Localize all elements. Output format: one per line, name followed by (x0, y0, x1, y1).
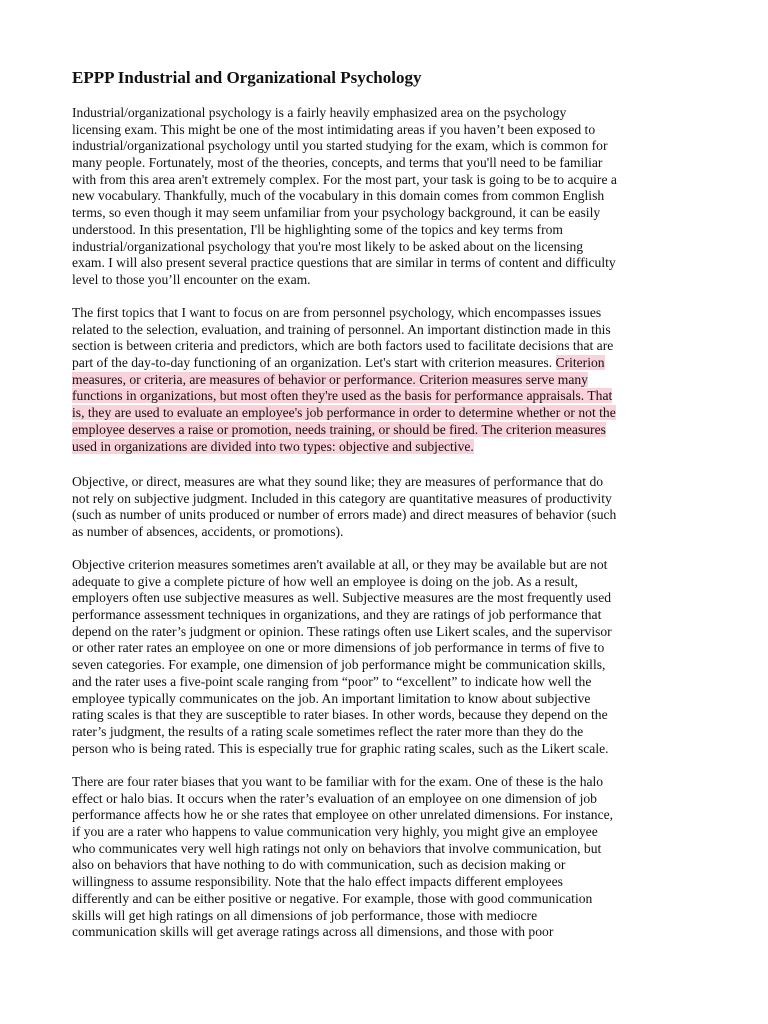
text-segment: (such as number of units produced or number of errors made) and direct measures of behavior (such (72, 507, 617, 523)
text-line (72, 807, 698, 824)
text-segment: or other rater rates an employee on one or more dimensions of job performance in terms of five to (72, 640, 605, 656)
text-line (72, 255, 698, 272)
text-segment: adequate to give a complete picture of how well an employee is doing on the job. As a result, (72, 573, 578, 589)
highlighted-text: Criterion (555, 355, 605, 371)
text-segment: with from this area aren't extremely complex. For the most part, your task is going to be to acquire a (72, 171, 617, 187)
text-segment: differently and can be either positive or negative. For example, those with good communication (72, 890, 593, 906)
text-segment: skills will get high ratings on all dimensions of job performance, those with mediocre (72, 907, 538, 923)
text-segment: Objective, or direct, measures are what they sound like; they are measures of performance that do (72, 474, 604, 489)
document-title: EPPP Industrial and Organizational Psychology (72, 68, 422, 87)
text-line (72, 372, 698, 389)
text-line (72, 188, 698, 205)
text-line (72, 239, 698, 256)
text-line (72, 574, 698, 591)
text-segment: exam. I will also present several practice questions that are similar in terms of content and difficulty (72, 255, 616, 271)
text-segment: level to those you’ll encounter on the exam. (72, 271, 311, 287)
text-segment: and the rater uses a five-point scale ranging from “poor” to “excellent” to indicate how well the (72, 673, 592, 689)
text-line (72, 388, 698, 405)
text-line (72, 355, 698, 372)
text-segment: new vocabulary. Thankfully, much of the vocabulary in this domain comes from common English (72, 188, 605, 204)
text-line (72, 272, 698, 289)
text-segment: person who is being rated. This is especially true for graphic rating scales, such as the Likert scale. (72, 740, 609, 756)
text-line (72, 908, 698, 925)
text-line (72, 138, 698, 155)
text-line (72, 791, 698, 808)
highlighted-text: measures, or criteria, are measures of behavior or performance. Criterion measures serve many (72, 371, 588, 387)
text-line (72, 891, 698, 908)
text-line (72, 322, 698, 339)
text-line (72, 557, 698, 574)
paragraph-intro (72, 105, 698, 289)
text-segment: who communicates very well high ratings not only on behaviors that involve communication, but (72, 840, 602, 856)
text-segment: related to the selection, evaluation, and training of personnel. An important distinction made in this (72, 321, 611, 337)
text-line (72, 524, 698, 541)
text-line (72, 122, 698, 139)
text-line (72, 657, 698, 674)
text-segment: willingness to assume responsibility. Note that the halo effect impacts different employees (72, 874, 563, 890)
text-segment: seven categories. For example, one dimension of job performance might be communication skills, (72, 657, 606, 673)
text-segment: not rely on subjective judgment. Included in this category are quantitative measures of productivity (72, 490, 612, 506)
text-segment: employee typically communicates on the job. An important limitation to know about subjective (72, 690, 591, 706)
paragraph-criterion-measures (72, 305, 698, 455)
text-line (72, 607, 698, 624)
text-line (72, 305, 698, 322)
text-line (72, 422, 698, 439)
text-line (72, 439, 698, 456)
text-line (72, 741, 698, 758)
text-line (72, 774, 698, 791)
text-line (72, 724, 698, 741)
text-line (72, 222, 698, 239)
text-segment: performance assessment techniques in organizations, and they are ratings of job performance that (72, 607, 602, 623)
text-line (72, 874, 698, 891)
text-segment: rater’s judgment, the results of a rating scale sometimes reflect the rater more than they do the (72, 723, 584, 739)
text-line (72, 105, 698, 122)
paragraph-subjective-measures (72, 557, 698, 757)
text-line (72, 491, 698, 508)
text-line (72, 155, 698, 172)
text-segment: licensing exam. This might be one of the most intimidating areas if you haven’t been exposed to (72, 121, 596, 137)
paragraph-objective-measures (72, 474, 698, 541)
text-segment: also on behaviors that have nothing to do with communication, such as decision making or (72, 857, 566, 873)
text-line (72, 841, 698, 858)
text-line (72, 674, 698, 691)
text-line (72, 707, 698, 724)
text-line (72, 405, 698, 422)
highlighted-text: used in organizations are divided into two types: objective and subjective. (72, 438, 474, 454)
text-segment: The first topics that I want to focus on are from personnel psychology, which encompasses issues (72, 305, 602, 320)
text-line (72, 172, 698, 189)
text-segment: industrial/organizational psychology until you started studying for the exam, which is common for (72, 138, 608, 154)
text-line (72, 924, 698, 941)
text-segment: communication skills will get average ratings across all dimensions, and those with poor (72, 924, 554, 940)
text-segment: industrial/organizational psychology that you're most likely to be asked about on the licensing (72, 238, 584, 254)
text-segment: terms, so even though it may seem unfamiliar from your psychology background, it can be easily (72, 205, 601, 221)
text-segment: performance affects how he or she rates that employee on other unrelated dimensions. For instance, (72, 807, 614, 823)
text-line (72, 624, 698, 641)
highlighted-text: is, they are used to evaluate an employee's job performance in order to determine whether or not the (72, 405, 616, 421)
text-line (72, 857, 698, 874)
text-segment: section is between criteria and predictors, which are both factors used to facilitate decisions that are (72, 338, 614, 354)
text-segment: if you are a rater who happens to value communication very highly, you might give an employee (72, 824, 598, 840)
text-line (72, 205, 698, 222)
text-segment: understood. In this presentation, I'll be highlighting some of the topics and key terms from (72, 221, 563, 237)
text-segment: effect or halo bias. It occurs when the rater’s evaluation of an employee on one dimension of job (72, 790, 597, 806)
text-segment: rating scales is that they are susceptible to rater biases. In other words, because they depend on the (72, 707, 608, 723)
text-segment: depend on the rater’s judgment or opinion. These ratings often use Likert scales, and the supervisor (72, 623, 612, 639)
text-segment: part of the day-to-day functioning of an organization. Let's start with criterion measures. (72, 355, 556, 371)
text-line (72, 590, 698, 607)
text-line (72, 824, 698, 841)
text-line (72, 474, 698, 491)
text-segment: many people. Fortunately, most of the theories, concepts, and terms that you'll need to be familiar (72, 155, 603, 171)
text-segment: Objective criterion measures sometimes aren't available at all, or they may be available but are not (72, 557, 608, 572)
text-line (72, 338, 698, 355)
text-segment: There are four rater biases that you want to be familiar with for the exam. One of these is the halo (72, 774, 604, 789)
text-line (72, 691, 698, 708)
text-line (72, 507, 698, 524)
text-line (72, 640, 698, 657)
highlighted-text: functions in organizations, but most often they're used as the basis for performance appraisals. That (72, 388, 613, 404)
highlighted-text: employee deserves a raise or promotion, needs training, or should be fired. The criterion measures (72, 421, 606, 437)
text-segment: employers often use subjective measures as well. Subjective measures are the most frequently used (72, 590, 612, 606)
text-segment: Industrial/organizational psychology is a fairly heavily emphasized area on the psychology (72, 105, 567, 120)
paragraph-rater-biases (72, 774, 698, 941)
text-segment: as number of absences, accidents, or promotions). (72, 524, 344, 540)
